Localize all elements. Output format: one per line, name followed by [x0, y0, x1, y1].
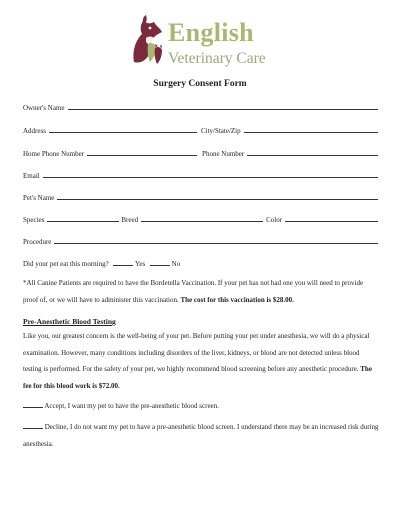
ate-row — [23, 258, 378, 269]
email-field[interactable] — [43, 170, 378, 178]
email-label: Email — [23, 172, 40, 180]
bloodwork-text: Like you, our greatest concern is the well-being of your pet. Before putting your pet under anesthesia, we will do a physical examination. However, many conditions including disorders of the liver, kidneys, or blood are not detected unless blood testing is performed. For the safety of your pet, we highly recommend blood screening before any anesthetic procedure. — [23, 332, 370, 373]
species-field[interactable] — [47, 214, 119, 222]
city-state-zip-label: City/State/Zip — [200, 127, 241, 135]
color-label: Color — [266, 216, 283, 224]
accept-text: Accept, I want my pet to have the pre-anesthetic blood screen. — [44, 402, 219, 410]
procedure-row — [23, 236, 378, 247]
bloodwork-paragraph — [23, 328, 379, 394]
decline-field[interactable] — [23, 421, 43, 429]
home-phone-field[interactable] — [87, 148, 197, 156]
phone-field[interactable] — [247, 148, 378, 156]
address-field[interactable] — [49, 125, 197, 133]
color-field[interactable] — [285, 214, 378, 222]
pet-name-row — [23, 192, 378, 203]
pet-name-label: Pet's Name — [23, 194, 55, 202]
pet-name-field[interactable] — [57, 192, 378, 200]
address-row — [23, 125, 378, 136]
brand-subtitle: Veterinary Care — [168, 50, 266, 67]
email-row — [23, 170, 378, 181]
decline-text: Decline, I do not want my pet to have a pre-anesthetic blood screen. I understand there may be an increased risk during anesthesia. — [23, 423, 379, 448]
decline-option — [23, 419, 379, 452]
ate-yes-label: Yes — [134, 260, 146, 268]
species-label: Species — [23, 216, 45, 224]
accept-field[interactable] — [23, 400, 43, 408]
bordetella-cost: The cost for this vaccination is $28.00. — [180, 295, 294, 304]
form-title: Surgery Consent Form — [153, 79, 247, 89]
bordetella-text: *All Canine Patients are required to have the Bordetella Vaccination. If your pet has not had one you will need to provide proof of, or we will have to administer this vaccination. — [23, 279, 364, 304]
horse-dog-cat-logo-icon — [128, 14, 166, 66]
clinic-logo — [128, 12, 288, 72]
procedure-field[interactable] — [54, 236, 378, 244]
owner-name-field[interactable] — [68, 102, 379, 110]
address-label: Address — [23, 127, 46, 135]
species-row — [23, 214, 378, 225]
breed-label: Breed — [121, 216, 139, 224]
accept-option — [23, 398, 379, 415]
home-phone-label: Home Phone Number — [23, 150, 85, 158]
phone-row — [23, 148, 378, 159]
ate-no-field[interactable] — [150, 258, 170, 266]
breed-field[interactable] — [141, 214, 263, 222]
ate-no-label: No — [171, 260, 181, 268]
city-state-zip-field[interactable] — [244, 125, 378, 133]
ate-question: Did your pet eat this morning? — [23, 260, 109, 268]
owner-name-row — [23, 102, 378, 113]
ate-yes-field[interactable] — [113, 258, 133, 266]
bordetella-paragraph — [23, 275, 379, 308]
procedure-label: Procedure — [23, 238, 52, 246]
phone-label: Phone Number — [202, 150, 245, 158]
bloodwork-fee: The fee for this blood work is $72.00. — [23, 365, 372, 390]
bloodwork-heading: Pre-Anesthetic Blood Testing — [23, 317, 116, 326]
owner-name-label: Owner's Name — [23, 104, 65, 112]
brand-name: English — [168, 18, 254, 47]
